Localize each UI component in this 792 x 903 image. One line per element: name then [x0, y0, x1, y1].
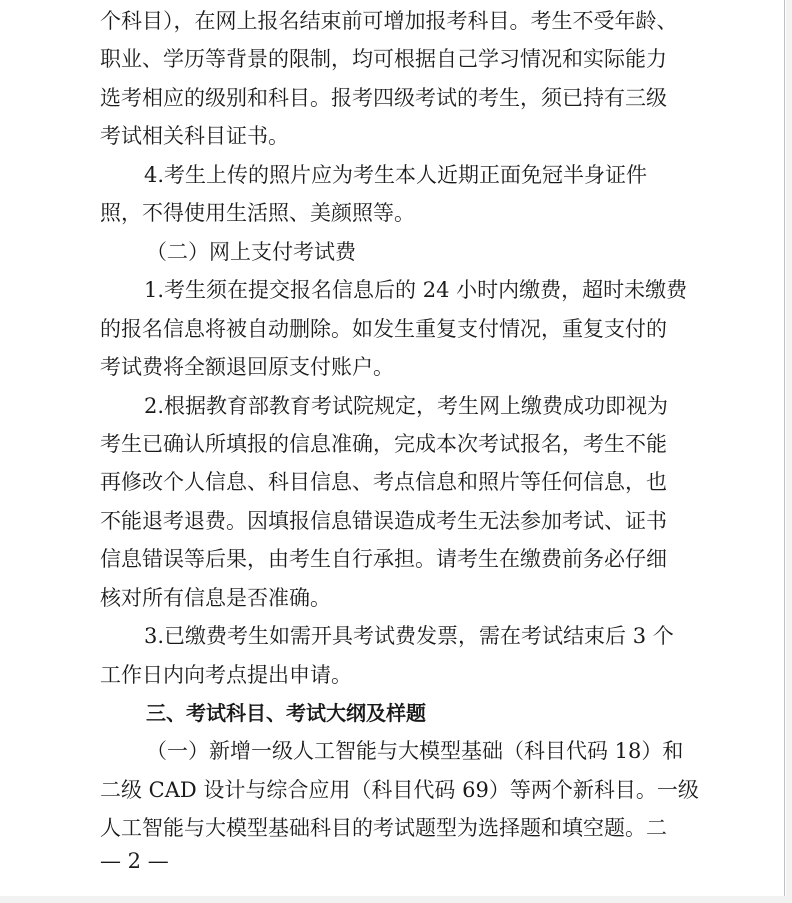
- section-subheading: （二）网上支付考试费: [146, 240, 356, 264]
- body-text-line: 3.已缴费考生如需开具考试费发票，需在考试结束后 3 个: [144, 624, 674, 648]
- section-heading: 三、考试科目、考试大纲及样题: [146, 701, 426, 725]
- body-text-line: 选考相应的级别和科目。报考四级考试的考生，须已持有三级: [100, 86, 667, 110]
- body-text-line: 核对所有信息是否准确。: [100, 586, 331, 610]
- body-text-line: 再修改个人信息、科目信息、考点信息和照片等任何信息，也: [100, 470, 667, 494]
- page-edge: [784, 0, 785, 903]
- body-text-line: （一）新增一级人工智能与大模型基础（科目代码 18）和: [146, 739, 684, 763]
- body-text-line: 二级 CAD 设计与综合应用（科目代码 69）等两个新科目。一级: [100, 778, 699, 802]
- body-text-line: 信息错误等后果，由考生自行承担。请考生在缴费前务必仔细: [100, 547, 667, 571]
- body-text-line: 照，不得使用生活照、美颜照等。: [100, 201, 415, 225]
- viewer-margin: [786, 0, 792, 903]
- body-text-line: 1.考生须在提交报名信息后的 24 小时内缴费，超时未缴费: [144, 278, 688, 302]
- page-number: — 2 —: [100, 849, 169, 873]
- body-text-line: 人工智能与大模型基础科目的考试题型为选择题和填空题。二: [100, 816, 667, 840]
- body-text-line: 个科目），在网上报名结束前可增加报考科目。考生不受年龄、: [100, 9, 678, 33]
- body-text-line: 的报名信息将被自动删除。如发生重复支付情况，重复支付的: [100, 317, 667, 341]
- body-text-line: 工作日内向考点提出申请。: [100, 663, 352, 687]
- body-text-line: 考生已确认所填报的信息准确，完成本次考试报名，考生不能: [100, 432, 667, 456]
- body-text-line: 考试相关科目证书。: [100, 124, 289, 148]
- body-text-line: 职业、学历等背景的限制，均可根据自己学习情况和实际能力: [100, 47, 667, 71]
- body-text-line: 不能退考退费。因填报信息错误造成考生无法参加考试、证书: [100, 509, 667, 533]
- viewer-margin-bottom: [0, 896, 792, 903]
- body-text-line: 4.考生上传的照片应为考生本人近期正面免冠半身证件: [144, 163, 648, 187]
- body-text-line: 考试费将全额退回原支付账户。: [100, 355, 394, 379]
- body-text-line: 2.根据教育部教育考试院规定，考生网上缴费成功即视为: [144, 394, 669, 418]
